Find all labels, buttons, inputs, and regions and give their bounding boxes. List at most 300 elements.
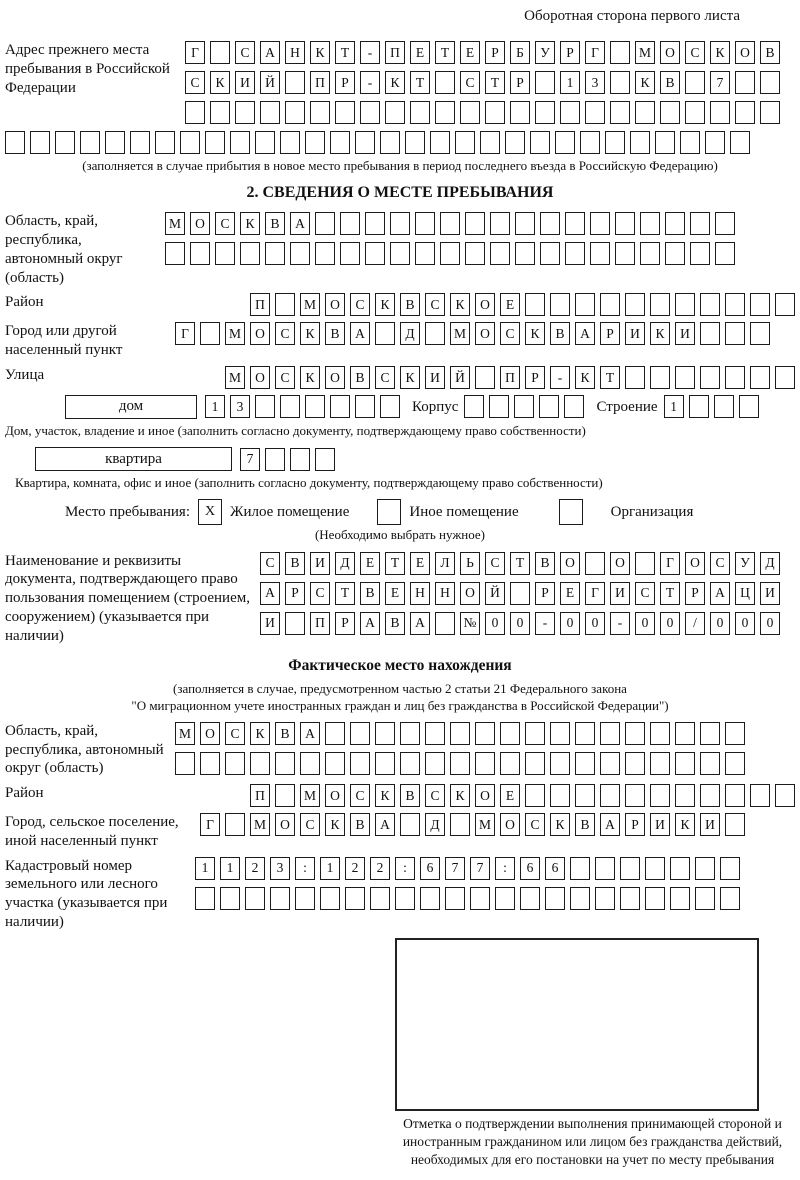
char-cell[interactable] bbox=[305, 395, 325, 418]
char-cell[interactable]: Р bbox=[560, 41, 580, 64]
char-cell[interactable] bbox=[380, 395, 400, 418]
char-cell[interactable]: О bbox=[475, 322, 495, 345]
char-cell[interactable] bbox=[670, 857, 690, 880]
char-cell[interactable] bbox=[225, 813, 245, 836]
char-cell[interactable]: И bbox=[310, 552, 330, 575]
char-cell[interactable]: 1 bbox=[205, 395, 225, 418]
char-cell[interactable] bbox=[610, 41, 630, 64]
char-cell[interactable]: В bbox=[535, 552, 555, 575]
char-cell[interactable]: С bbox=[525, 813, 545, 836]
char-cell[interactable]: С bbox=[685, 41, 705, 64]
char-cell[interactable] bbox=[370, 887, 390, 910]
char-cell[interactable] bbox=[515, 212, 535, 235]
char-cell[interactable] bbox=[345, 887, 365, 910]
char-cell[interactable]: Т bbox=[335, 582, 355, 605]
char-cell[interactable] bbox=[315, 212, 335, 235]
char-cell[interactable]: - bbox=[610, 612, 630, 635]
char-cell[interactable]: К bbox=[450, 293, 470, 316]
char-cell[interactable] bbox=[590, 212, 610, 235]
char-cell[interactable]: Л bbox=[435, 552, 455, 575]
char-cell[interactable] bbox=[490, 242, 510, 265]
char-cell[interactable] bbox=[739, 395, 759, 418]
char-cell[interactable] bbox=[640, 212, 660, 235]
mesto-option-org-checkbox[interactable] bbox=[559, 499, 583, 525]
doc-row-2[interactable] bbox=[260, 582, 780, 605]
char-cell[interactable] bbox=[575, 722, 595, 745]
char-cell[interactable]: 6 bbox=[520, 857, 540, 880]
char-cell[interactable]: / bbox=[685, 612, 705, 635]
char-cell[interactable] bbox=[385, 101, 405, 124]
char-cell[interactable] bbox=[565, 212, 585, 235]
char-cell[interactable] bbox=[625, 784, 645, 807]
char-cell[interactable] bbox=[600, 752, 620, 775]
char-cell[interactable] bbox=[700, 784, 720, 807]
char-cell[interactable]: А bbox=[260, 41, 280, 64]
char-cell[interactable] bbox=[435, 101, 455, 124]
char-cell[interactable]: В bbox=[350, 813, 370, 836]
char-cell[interactable] bbox=[220, 887, 240, 910]
char-cell[interactable] bbox=[550, 752, 570, 775]
korpus-cells[interactable] bbox=[464, 395, 584, 418]
char-cell[interactable]: М bbox=[250, 813, 270, 836]
char-cell[interactable] bbox=[380, 131, 400, 154]
char-cell[interactable] bbox=[539, 395, 559, 418]
char-cell[interactable] bbox=[645, 857, 665, 880]
char-cell[interactable]: С bbox=[350, 293, 370, 316]
char-cell[interactable] bbox=[340, 212, 360, 235]
char-cell[interactable]: О bbox=[460, 582, 480, 605]
char-cell[interactable] bbox=[650, 784, 670, 807]
char-cell[interactable] bbox=[390, 212, 410, 235]
char-cell[interactable] bbox=[350, 752, 370, 775]
char-cell[interactable] bbox=[725, 784, 745, 807]
char-cell[interactable]: В bbox=[385, 612, 405, 635]
char-cell[interactable] bbox=[705, 131, 725, 154]
char-cell[interactable]: В bbox=[760, 41, 780, 64]
char-cell[interactable] bbox=[375, 722, 395, 745]
char-cell[interactable] bbox=[550, 784, 570, 807]
char-cell[interactable]: А bbox=[350, 322, 370, 345]
char-cell[interactable] bbox=[665, 242, 685, 265]
char-cell[interactable]: А bbox=[375, 813, 395, 836]
char-cell[interactable]: С bbox=[485, 552, 505, 575]
char-cell[interactable]: О bbox=[275, 813, 295, 836]
char-cell[interactable] bbox=[465, 242, 485, 265]
char-cell[interactable]: К bbox=[710, 41, 730, 64]
char-cell[interactable] bbox=[570, 857, 590, 880]
char-cell[interactable] bbox=[55, 131, 75, 154]
char-cell[interactable] bbox=[520, 887, 540, 910]
char-cell[interactable] bbox=[650, 722, 670, 745]
char-cell[interactable] bbox=[685, 71, 705, 94]
char-cell[interactable] bbox=[410, 101, 430, 124]
char-cell[interactable]: И bbox=[625, 322, 645, 345]
char-cell[interactable] bbox=[650, 293, 670, 316]
char-cell[interactable]: П bbox=[250, 293, 270, 316]
char-cell[interactable] bbox=[340, 242, 360, 265]
char-cell[interactable]: К bbox=[675, 813, 695, 836]
char-cell[interactable]: В bbox=[325, 322, 345, 345]
char-cell[interactable] bbox=[510, 101, 530, 124]
char-cell[interactable]: : bbox=[495, 857, 515, 880]
char-cell[interactable]: К bbox=[650, 322, 670, 345]
char-cell[interactable] bbox=[350, 722, 370, 745]
char-cell[interactable]: М bbox=[225, 322, 245, 345]
char-cell[interactable] bbox=[180, 131, 200, 154]
char-cell[interactable] bbox=[545, 887, 565, 910]
char-cell[interactable]: А bbox=[300, 722, 320, 745]
char-cell[interactable] bbox=[530, 131, 550, 154]
char-cell[interactable] bbox=[710, 101, 730, 124]
char-cell[interactable]: М bbox=[175, 722, 195, 745]
gorod-row[interactable] bbox=[175, 322, 770, 345]
char-cell[interactable]: П bbox=[385, 41, 405, 64]
char-cell[interactable]: 7 bbox=[240, 448, 260, 471]
char-cell[interactable]: В bbox=[275, 722, 295, 745]
char-cell[interactable]: Д bbox=[335, 552, 355, 575]
char-cell[interactable]: К bbox=[450, 784, 470, 807]
char-cell[interactable]: Й bbox=[450, 366, 470, 389]
char-cell[interactable]: 3 bbox=[230, 395, 250, 418]
char-cell[interactable]: 2 bbox=[245, 857, 265, 880]
oblast-row-2[interactable] bbox=[165, 242, 735, 265]
fact-oblast-row-2[interactable] bbox=[175, 752, 745, 775]
char-cell[interactable] bbox=[315, 448, 335, 471]
prev-address-row-2[interactable] bbox=[185, 71, 780, 94]
mesto-option-zhiloe-checkbox[interactable]: X bbox=[198, 499, 222, 525]
char-cell[interactable]: Т bbox=[600, 366, 620, 389]
char-cell[interactable]: Г bbox=[585, 41, 605, 64]
char-cell[interactable] bbox=[240, 242, 260, 265]
char-cell[interactable]: Е bbox=[385, 582, 405, 605]
char-cell[interactable] bbox=[695, 857, 715, 880]
char-cell[interactable]: Г bbox=[200, 813, 220, 836]
char-cell[interactable] bbox=[330, 131, 350, 154]
char-cell[interactable]: Р bbox=[285, 582, 305, 605]
char-cell[interactable]: Е bbox=[360, 552, 380, 575]
char-cell[interactable] bbox=[675, 752, 695, 775]
char-cell[interactable] bbox=[695, 887, 715, 910]
char-cell[interactable]: С bbox=[275, 366, 295, 389]
char-cell[interactable] bbox=[500, 752, 520, 775]
char-cell[interactable]: С bbox=[310, 582, 330, 605]
char-cell[interactable]: О bbox=[660, 41, 680, 64]
char-cell[interactable] bbox=[400, 722, 420, 745]
char-cell[interactable] bbox=[450, 722, 470, 745]
char-cell[interactable] bbox=[400, 813, 420, 836]
char-cell[interactable] bbox=[640, 242, 660, 265]
char-cell[interactable]: П bbox=[310, 612, 330, 635]
char-cell[interactable] bbox=[690, 242, 710, 265]
char-cell[interactable] bbox=[390, 242, 410, 265]
char-cell[interactable] bbox=[570, 887, 590, 910]
char-cell[interactable] bbox=[330, 395, 350, 418]
char-cell[interactable] bbox=[615, 242, 635, 265]
char-cell[interactable]: 0 bbox=[760, 612, 780, 635]
char-cell[interactable] bbox=[585, 552, 605, 575]
char-cell[interactable]: У bbox=[735, 552, 755, 575]
char-cell[interactable] bbox=[290, 242, 310, 265]
char-cell[interactable] bbox=[775, 293, 795, 316]
char-cell[interactable] bbox=[600, 784, 620, 807]
char-cell[interactable]: Д bbox=[400, 322, 420, 345]
char-cell[interactable] bbox=[305, 131, 325, 154]
char-cell[interactable]: И bbox=[675, 322, 695, 345]
char-cell[interactable] bbox=[265, 242, 285, 265]
char-cell[interactable] bbox=[735, 101, 755, 124]
prev-address-row-3[interactable] bbox=[185, 101, 780, 124]
char-cell[interactable] bbox=[475, 752, 495, 775]
char-cell[interactable] bbox=[210, 101, 230, 124]
char-cell[interactable] bbox=[760, 71, 780, 94]
char-cell[interactable]: О bbox=[685, 552, 705, 575]
dom-cells[interactable] bbox=[205, 395, 400, 418]
char-cell[interactable]: Н bbox=[435, 582, 455, 605]
char-cell[interactable] bbox=[310, 101, 330, 124]
char-cell[interactable] bbox=[475, 722, 495, 745]
kadastr-row-2[interactable] bbox=[195, 887, 740, 910]
char-cell[interactable] bbox=[575, 784, 595, 807]
char-cell[interactable]: Р bbox=[335, 71, 355, 94]
char-cell[interactable]: Т bbox=[385, 552, 405, 575]
char-cell[interactable]: 0 bbox=[585, 612, 605, 635]
char-cell[interactable]: 0 bbox=[510, 612, 530, 635]
char-cell[interactable]: К bbox=[550, 813, 570, 836]
char-cell[interactable] bbox=[540, 242, 560, 265]
char-cell[interactable]: 0 bbox=[710, 612, 730, 635]
char-cell[interactable]: С bbox=[235, 41, 255, 64]
char-cell[interactable] bbox=[675, 784, 695, 807]
char-cell[interactable] bbox=[445, 887, 465, 910]
char-cell[interactable]: О bbox=[250, 366, 270, 389]
char-cell[interactable]: С bbox=[425, 784, 445, 807]
char-cell[interactable]: И bbox=[235, 71, 255, 94]
char-cell[interactable]: Ц bbox=[735, 582, 755, 605]
char-cell[interactable] bbox=[210, 41, 230, 64]
stroenie-cells[interactable] bbox=[664, 395, 759, 418]
char-cell[interactable] bbox=[465, 212, 485, 235]
char-cell[interactable] bbox=[725, 322, 745, 345]
fact-oblast-row-1[interactable] bbox=[175, 722, 745, 745]
char-cell[interactable]: - bbox=[535, 612, 555, 635]
char-cell[interactable] bbox=[275, 293, 295, 316]
char-cell[interactable] bbox=[325, 752, 345, 775]
oblast-row-1[interactable] bbox=[165, 212, 735, 235]
char-cell[interactable]: 7 bbox=[710, 71, 730, 94]
char-cell[interactable] bbox=[625, 722, 645, 745]
char-cell[interactable]: 0 bbox=[735, 612, 755, 635]
char-cell[interactable]: И bbox=[760, 582, 780, 605]
char-cell[interactable] bbox=[480, 131, 500, 154]
char-cell[interactable]: Р bbox=[535, 582, 555, 605]
char-cell[interactable]: О bbox=[250, 322, 270, 345]
char-cell[interactable]: М bbox=[300, 784, 320, 807]
char-cell[interactable]: К bbox=[210, 71, 230, 94]
char-cell[interactable]: 1 bbox=[560, 71, 580, 94]
char-cell[interactable] bbox=[610, 101, 630, 124]
char-cell[interactable]: О bbox=[610, 552, 630, 575]
char-cell[interactable] bbox=[650, 752, 670, 775]
char-cell[interactable]: Р bbox=[685, 582, 705, 605]
char-cell[interactable] bbox=[585, 101, 605, 124]
char-cell[interactable] bbox=[605, 131, 625, 154]
char-cell[interactable]: А bbox=[710, 582, 730, 605]
char-cell[interactable] bbox=[435, 612, 455, 635]
char-cell[interactable] bbox=[420, 887, 440, 910]
char-cell[interactable]: С bbox=[500, 322, 520, 345]
char-cell[interactable] bbox=[440, 212, 460, 235]
char-cell[interactable]: А bbox=[360, 612, 380, 635]
char-cell[interactable]: : bbox=[295, 857, 315, 880]
char-cell[interactable]: Н bbox=[285, 41, 305, 64]
char-cell[interactable] bbox=[455, 131, 475, 154]
char-cell[interactable] bbox=[730, 131, 750, 154]
char-cell[interactable]: М bbox=[300, 293, 320, 316]
char-cell[interactable] bbox=[355, 131, 375, 154]
char-cell[interactable] bbox=[280, 131, 300, 154]
char-cell[interactable] bbox=[620, 857, 640, 880]
char-cell[interactable]: В bbox=[400, 293, 420, 316]
char-cell[interactable] bbox=[725, 293, 745, 316]
char-cell[interactable]: Е bbox=[500, 784, 520, 807]
char-cell[interactable] bbox=[200, 752, 220, 775]
char-cell[interactable] bbox=[590, 242, 610, 265]
char-cell[interactable]: Д bbox=[760, 552, 780, 575]
char-cell[interactable] bbox=[365, 242, 385, 265]
char-cell[interactable]: С bbox=[425, 293, 445, 316]
char-cell[interactable] bbox=[105, 131, 125, 154]
char-cell[interactable]: - bbox=[360, 71, 380, 94]
char-cell[interactable] bbox=[630, 131, 650, 154]
char-cell[interactable] bbox=[600, 293, 620, 316]
char-cell[interactable]: 1 bbox=[664, 395, 684, 418]
char-cell[interactable]: 0 bbox=[560, 612, 580, 635]
kadastr-row-1[interactable] bbox=[195, 857, 740, 880]
char-cell[interactable] bbox=[750, 322, 770, 345]
char-cell[interactable] bbox=[335, 101, 355, 124]
char-cell[interactable] bbox=[365, 212, 385, 235]
char-cell[interactable] bbox=[610, 71, 630, 94]
char-cell[interactable]: С bbox=[215, 212, 235, 235]
char-cell[interactable]: К bbox=[385, 71, 405, 94]
char-cell[interactable] bbox=[635, 101, 655, 124]
char-cell[interactable]: 3 bbox=[270, 857, 290, 880]
char-cell[interactable] bbox=[675, 293, 695, 316]
char-cell[interactable]: - bbox=[550, 366, 570, 389]
char-cell[interactable] bbox=[650, 366, 670, 389]
char-cell[interactable] bbox=[540, 212, 560, 235]
char-cell[interactable] bbox=[485, 101, 505, 124]
char-cell[interactable]: Р bbox=[625, 813, 645, 836]
char-cell[interactable]: Е bbox=[560, 582, 580, 605]
prev-address-row-1[interactable] bbox=[185, 41, 780, 64]
char-cell[interactable]: К bbox=[375, 784, 395, 807]
char-cell[interactable] bbox=[555, 131, 575, 154]
char-cell[interactable] bbox=[625, 752, 645, 775]
char-cell[interactable] bbox=[440, 242, 460, 265]
char-cell[interactable]: 3 bbox=[585, 71, 605, 94]
mesto-option-inoe-checkbox[interactable] bbox=[377, 499, 401, 525]
char-cell[interactable] bbox=[185, 101, 205, 124]
char-cell[interactable] bbox=[475, 366, 495, 389]
char-cell[interactable] bbox=[535, 101, 555, 124]
char-cell[interactable] bbox=[300, 752, 320, 775]
char-cell[interactable]: О bbox=[500, 813, 520, 836]
char-cell[interactable]: П bbox=[310, 71, 330, 94]
char-cell[interactable] bbox=[230, 131, 250, 154]
ulitsa-row[interactable] bbox=[225, 366, 795, 389]
char-cell[interactable]: С bbox=[260, 552, 280, 575]
char-cell[interactable]: А bbox=[410, 612, 430, 635]
char-cell[interactable]: 0 bbox=[485, 612, 505, 635]
char-cell[interactable] bbox=[175, 752, 195, 775]
char-cell[interactable]: Т bbox=[660, 582, 680, 605]
char-cell[interactable]: 0 bbox=[660, 612, 680, 635]
char-cell[interactable]: Р bbox=[335, 612, 355, 635]
char-cell[interactable]: П bbox=[500, 366, 520, 389]
char-cell[interactable] bbox=[500, 722, 520, 745]
char-cell[interactable] bbox=[435, 71, 455, 94]
char-cell[interactable]: М bbox=[165, 212, 185, 235]
char-cell[interactable]: М bbox=[635, 41, 655, 64]
char-cell[interactable]: 6 bbox=[420, 857, 440, 880]
char-cell[interactable] bbox=[645, 887, 665, 910]
char-cell[interactable] bbox=[130, 131, 150, 154]
char-cell[interactable]: А bbox=[290, 212, 310, 235]
char-cell[interactable] bbox=[735, 71, 755, 94]
char-cell[interactable]: Ь bbox=[460, 552, 480, 575]
char-cell[interactable]: К bbox=[300, 366, 320, 389]
char-cell[interactable]: Б bbox=[510, 41, 530, 64]
char-cell[interactable] bbox=[750, 784, 770, 807]
char-cell[interactable]: С bbox=[635, 582, 655, 605]
char-cell[interactable] bbox=[675, 722, 695, 745]
char-cell[interactable] bbox=[700, 366, 720, 389]
char-cell[interactable] bbox=[80, 131, 100, 154]
char-cell[interactable] bbox=[750, 366, 770, 389]
char-cell[interactable] bbox=[725, 813, 745, 836]
char-cell[interactable]: Г bbox=[585, 582, 605, 605]
char-cell[interactable] bbox=[665, 212, 685, 235]
char-cell[interactable] bbox=[430, 131, 450, 154]
char-cell[interactable] bbox=[660, 101, 680, 124]
char-cell[interactable] bbox=[565, 242, 585, 265]
char-cell[interactable] bbox=[514, 395, 534, 418]
char-cell[interactable] bbox=[165, 242, 185, 265]
char-cell[interactable] bbox=[285, 71, 305, 94]
char-cell[interactable] bbox=[625, 366, 645, 389]
char-cell[interactable]: О bbox=[475, 293, 495, 316]
char-cell[interactable]: И bbox=[610, 582, 630, 605]
char-cell[interactable]: 0 bbox=[635, 612, 655, 635]
char-cell[interactable] bbox=[235, 101, 255, 124]
char-cell[interactable]: 2 bbox=[345, 857, 365, 880]
char-cell[interactable] bbox=[155, 131, 175, 154]
char-cell[interactable] bbox=[260, 101, 280, 124]
char-cell[interactable]: С bbox=[375, 366, 395, 389]
char-cell[interactable] bbox=[245, 887, 265, 910]
char-cell[interactable] bbox=[490, 212, 510, 235]
char-cell[interactable] bbox=[215, 242, 235, 265]
char-cell[interactable] bbox=[255, 395, 275, 418]
char-cell[interactable] bbox=[255, 131, 275, 154]
char-cell[interactable] bbox=[775, 784, 795, 807]
char-cell[interactable]: В bbox=[550, 322, 570, 345]
char-cell[interactable]: С bbox=[300, 813, 320, 836]
prev-address-extra-row[interactable] bbox=[5, 131, 795, 154]
char-cell[interactable]: А bbox=[260, 582, 280, 605]
char-cell[interactable] bbox=[275, 752, 295, 775]
